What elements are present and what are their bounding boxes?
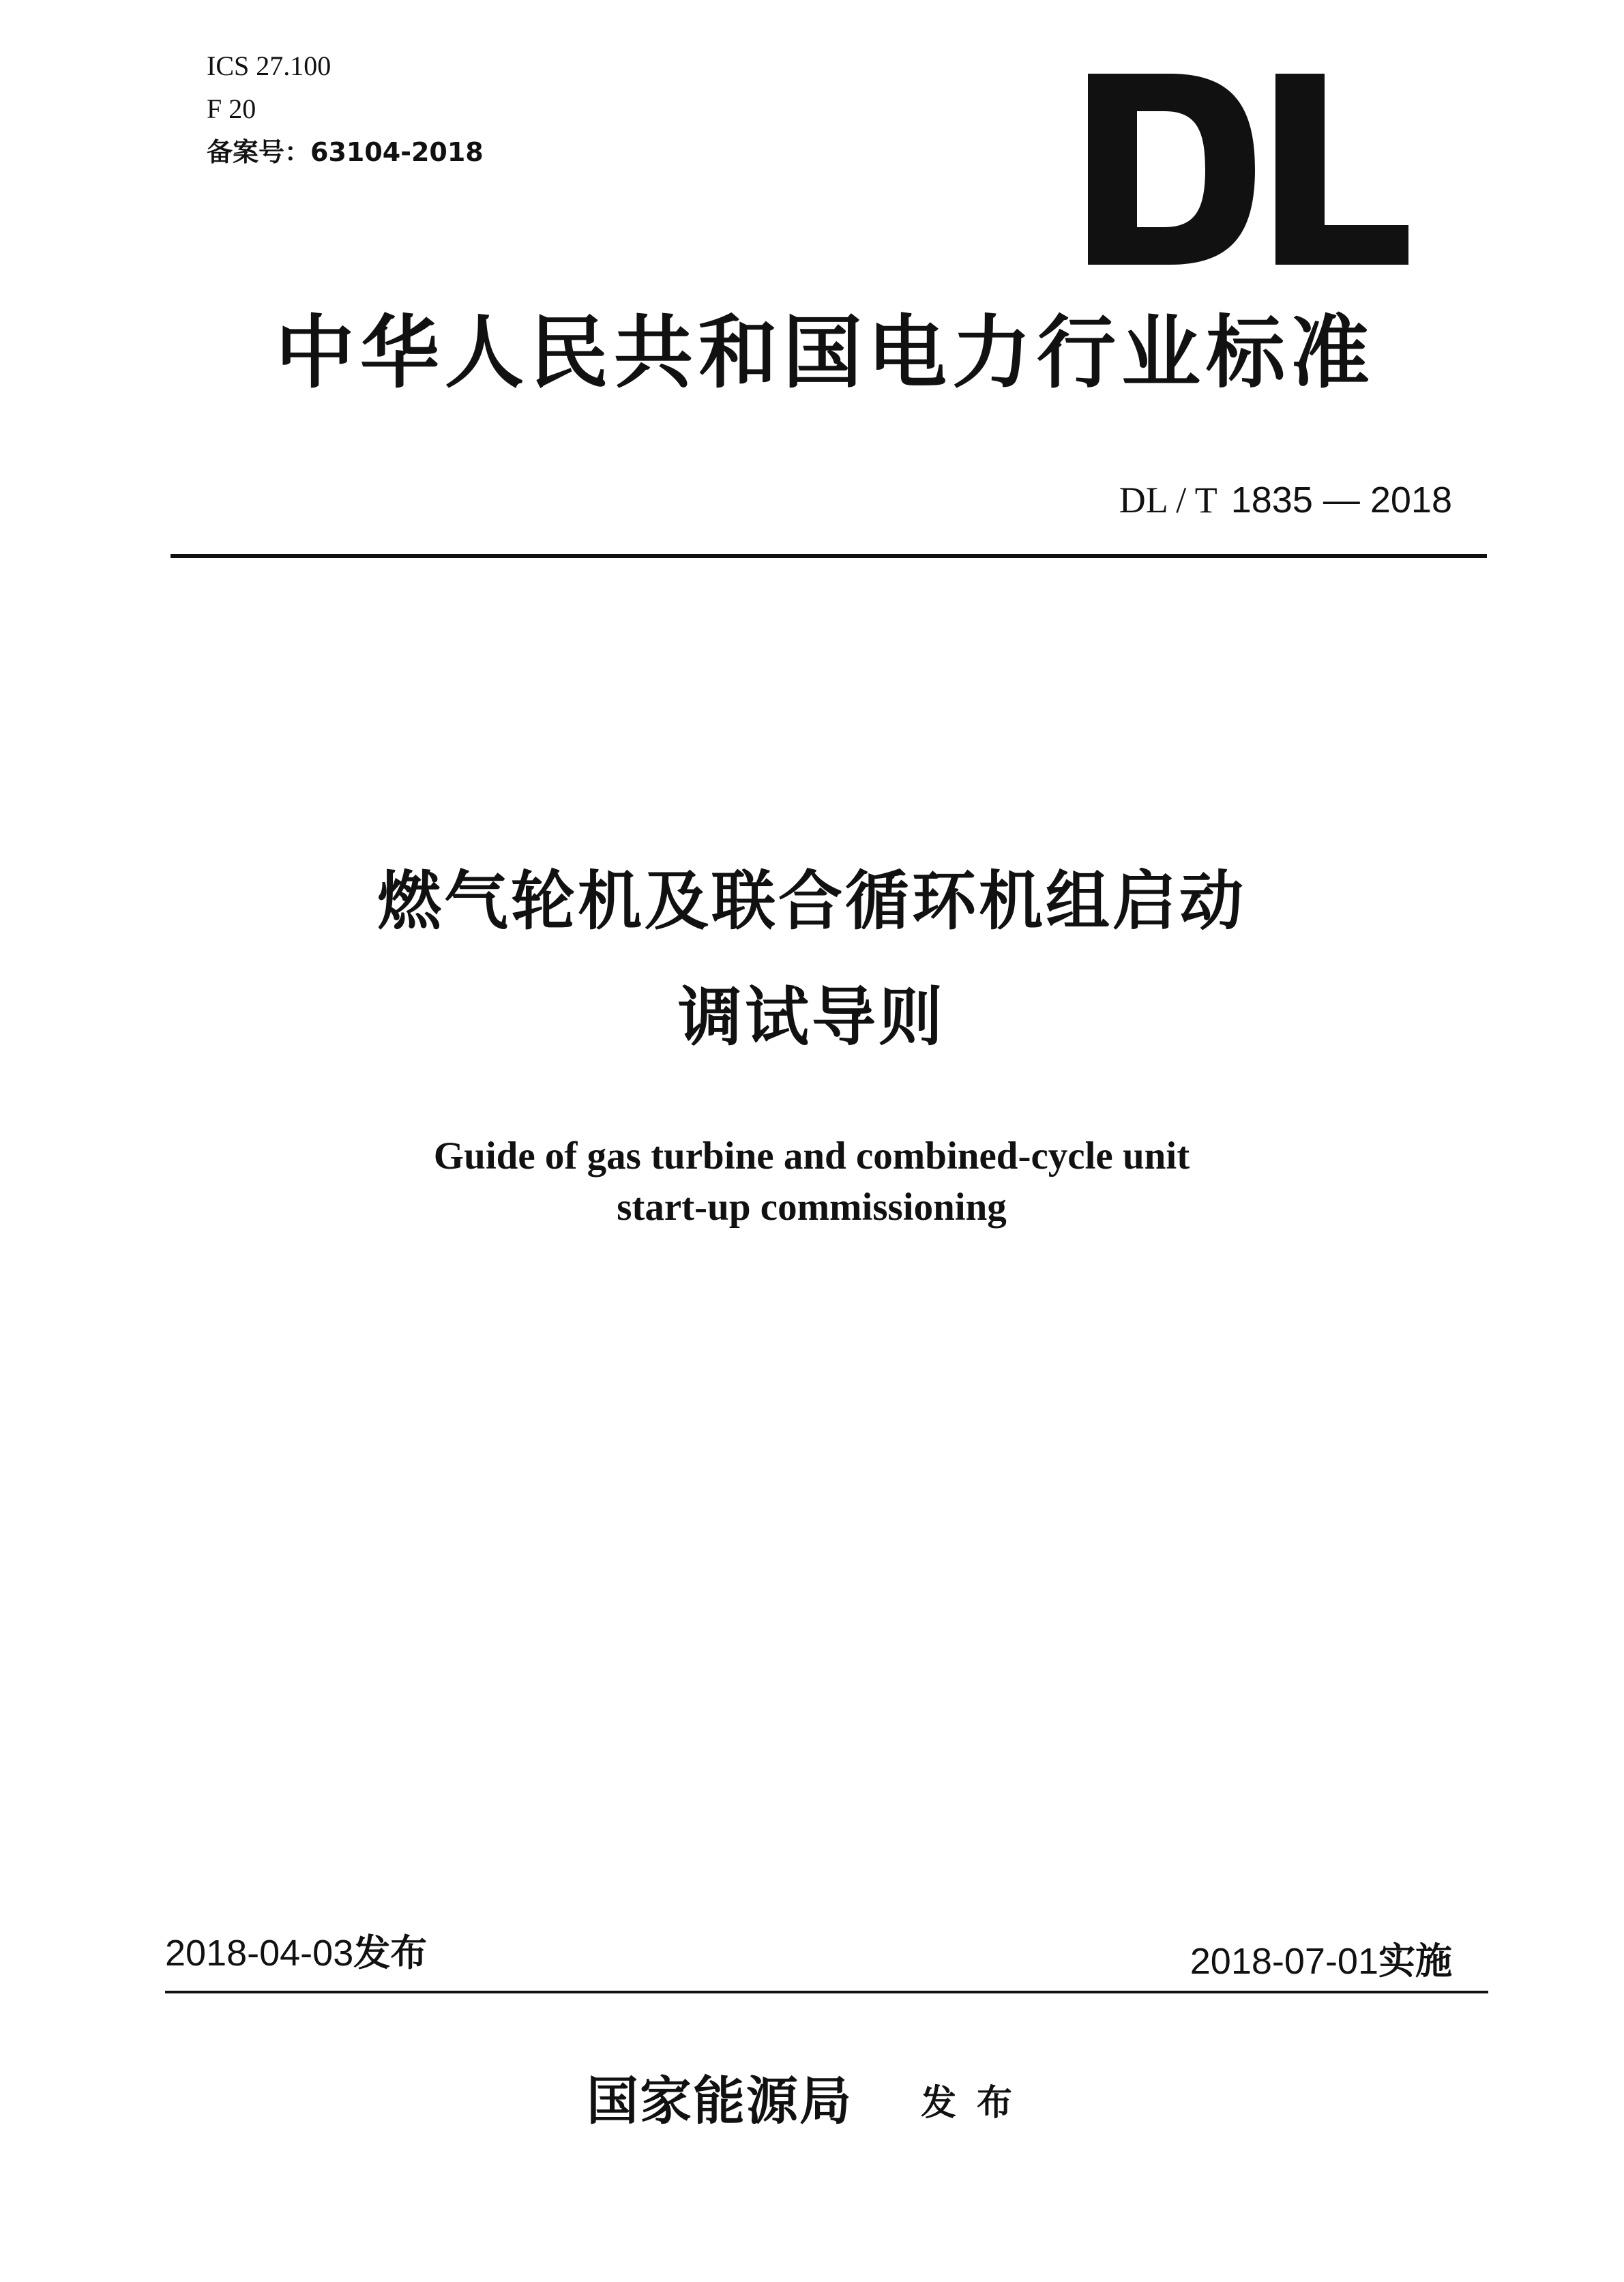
issue-date-value: 2018-04-03 xyxy=(165,1933,354,1974)
issue-date-suffix: 发布 xyxy=(353,1931,428,1974)
standard-number xyxy=(1119,478,1452,523)
footer-divider xyxy=(165,1991,1488,1993)
standard-code: DL / T xyxy=(1119,480,1217,521)
header-divider xyxy=(171,554,1487,558)
title-cn-line-1: 燃气轮机及联合循环机组启动 xyxy=(377,864,1246,939)
title-cn-line-2: 调试导则 xyxy=(677,980,945,1055)
standard-banner: 中华人民共和国电力行业标准 xyxy=(276,306,1375,399)
title-en-line-2: start-up commissioning xyxy=(617,1186,1007,1229)
implement-date xyxy=(1190,1939,1452,1984)
implement-date-suffix: 实施 xyxy=(1378,1940,1452,1983)
publisher-action: 发布 xyxy=(921,2082,1033,2124)
issue-date xyxy=(165,1931,427,1976)
ccs-code: F 20 xyxy=(207,93,256,124)
title-en-line-1: Guide of gas turbine and combined-cycle unit xyxy=(433,1135,1190,1177)
implement-date-value: 2018-07-01 xyxy=(1190,1941,1378,1982)
dl-logo xyxy=(1088,74,1408,265)
record-number: 备案号：63104-2018 xyxy=(207,137,484,167)
ics-code: ICS 27.100 xyxy=(207,50,331,81)
publisher-name: 国家能源局 xyxy=(587,2071,853,2131)
dl-logo-letter-l xyxy=(1275,74,1408,265)
standard-number-value: 1835 — 2018 xyxy=(1230,480,1452,521)
publisher xyxy=(587,2067,1033,2137)
dl-logo-letter-d xyxy=(1088,74,1255,265)
